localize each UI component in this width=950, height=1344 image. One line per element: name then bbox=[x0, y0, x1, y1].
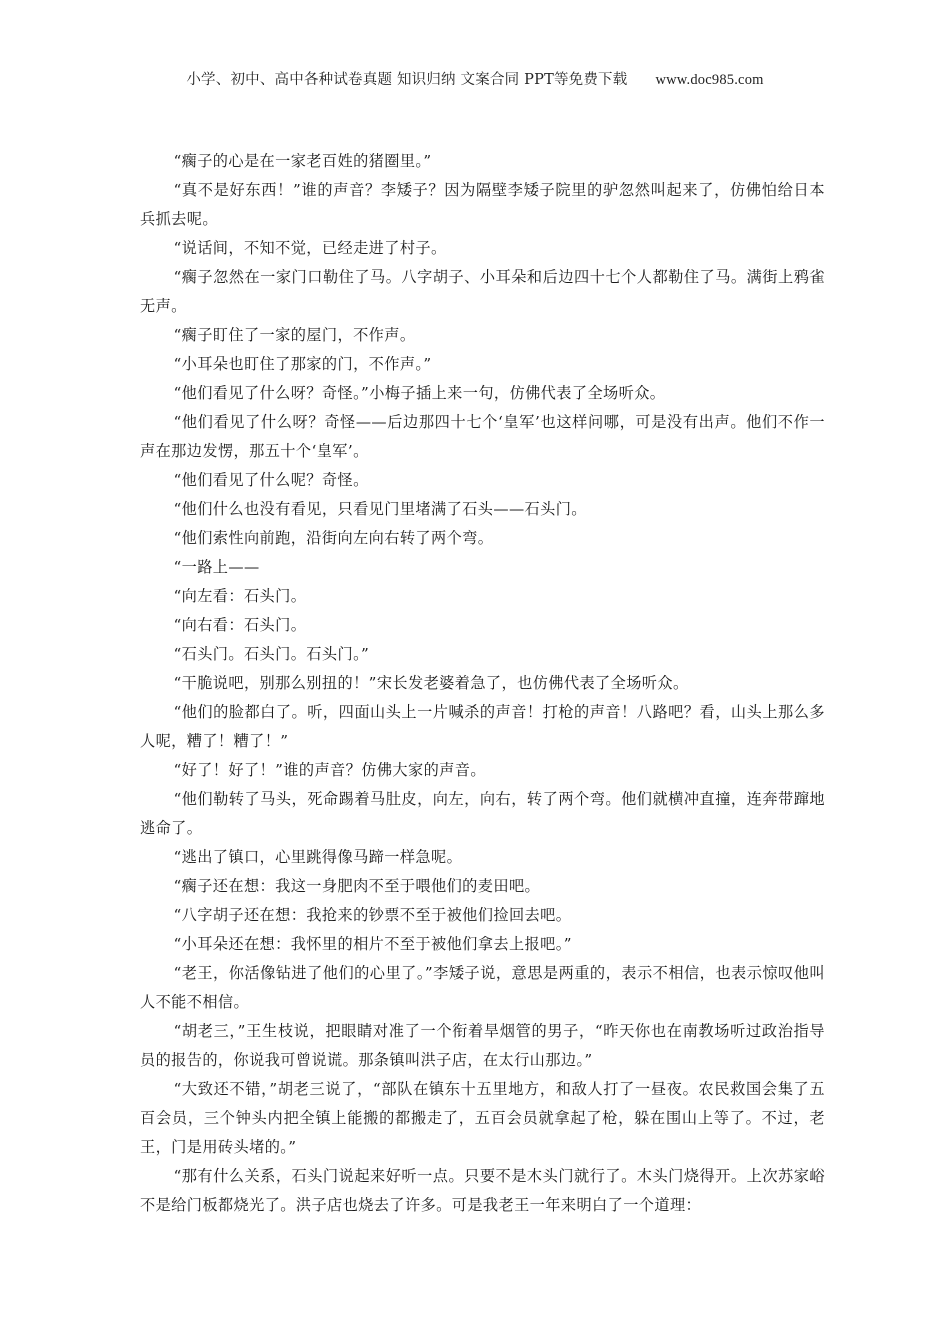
paragraph: “老王，你活像钻进了他们的心里了。”李矮子说，意思是两重的，表示不相信，也表示惊叹他叫人不能不相信。 bbox=[140, 964, 825, 1011]
paragraph: “瘸子的心是在一家老百姓的猪圈里。” bbox=[173, 152, 432, 170]
paragraph: “石头门。石头门。石头门。” bbox=[173, 645, 370, 663]
paragraph: “小耳朵还在想：我怀里的相片不至于被他们拿去上报吧。” bbox=[173, 935, 572, 953]
paragraph: “好了！好了！”谁的声音？仿佛大家的声音。 bbox=[173, 761, 486, 779]
paragraph: “瘸子盯住了一家的屋门，不作声。 bbox=[173, 326, 416, 344]
paragraph: “干脆说吧，别那么别扭的！”宋长发老婆着急了，也仿佛代表了全场听众。 bbox=[173, 674, 689, 692]
paragraph: “小耳朵也盯住了那家的门，不作声。” bbox=[173, 355, 432, 373]
paragraph: “一路上—— bbox=[173, 558, 260, 576]
paragraph: “大致还不错，”胡老三说了，“部队在镇东十五里地方，和敌人打了一昼夜。农民救国会集了五百会员，三个钟头内把全镇上能搬的都搬走了，五百会员就拿起了枪，躲在围山上等了。不过，老王，门是用砖头堵的。” bbox=[140, 1080, 825, 1156]
paragraph: “八字胡子还在想：我抢来的钞票不至于被他们捡回去吧。 bbox=[173, 906, 572, 924]
paragraph: “他们的脸都白了。听，四面山头上一片喊杀的声音！打枪的声音！八路吧？看，山头上那么多人呢，糟了！糟了！” bbox=[140, 703, 825, 750]
paragraph: “他们勒转了马头，死命踢着马肚皮，向左，向右，转了两个弯。他们就横冲直撞，连奔带蹿地逃命了。 bbox=[140, 790, 825, 837]
article-body bbox=[140, 147, 825, 1220]
header-promo-text: 小学、初中、高中各种试卷真题 知识归纳 文案合同 PPT等免费下载 bbox=[186, 72, 628, 88]
paragraph: “胡老三，”王生枝说，把眼睛对准了一个衔着旱烟管的男子，“昨天你也在南教场听过政治指导员的报告的，你说我可曾说谎。那条镇叫洪子店，在太行山那边。” bbox=[140, 1022, 825, 1069]
paragraph: “他们看见了什么呀？奇怪。”小梅子插上来一句，仿佛代表了全场听众。 bbox=[173, 384, 666, 402]
header-site-link[interactable]: www.doc985.com bbox=[655, 72, 764, 88]
paragraph: “说话间，不知不觉，已经走进了村子。 bbox=[173, 239, 447, 257]
paragraph: “向右看：石头门。 bbox=[173, 616, 307, 634]
paragraph: “逃出了镇口，心里跳得像马蹄一样急呢。 bbox=[173, 848, 463, 866]
paragraph: “向左看：石头门。 bbox=[173, 587, 307, 605]
paragraph: “真不是好东西！”谁的声音？李矮子？因为隔壁李矮子院里的驴忽然叫起来了，仿佛怕给日本兵抓去呢。 bbox=[140, 181, 825, 228]
paragraph: “他们索性向前跑，沿街向左向右转了两个弯。 bbox=[173, 529, 494, 547]
page-header bbox=[0, 68, 950, 89]
paragraph: “瘸子还在想：我这一身肥肉不至于喂他们的麦田吧。 bbox=[173, 877, 541, 895]
paragraph: “那有什么关系，石头门说起来好听一点。只要不是木头门就行了。木头门烧得开。上次苏家峪不是给门板都烧光了。洪子店也烧去了许多。可是我老王一年来明白了一个道理： bbox=[140, 1167, 825, 1214]
paragraph: “他们什么也没有看见，只看见门里堵满了石头——石头门。 bbox=[173, 500, 587, 518]
paragraph: “他们看见了什么呀？奇怪——后边那四十七个‘皇军’也这样问哪，可是没有出声。他们不作一声在那边发愣，那五十个‘皇军’。 bbox=[140, 413, 825, 460]
paragraph: “瘸子忽然在一家门口勒住了马。八字胡子、小耳朵和后边四十七个人都勒住了马。满街上鸦雀无声。 bbox=[140, 268, 825, 315]
paragraph: “他们看见了什么呢？奇怪。 bbox=[173, 471, 369, 489]
